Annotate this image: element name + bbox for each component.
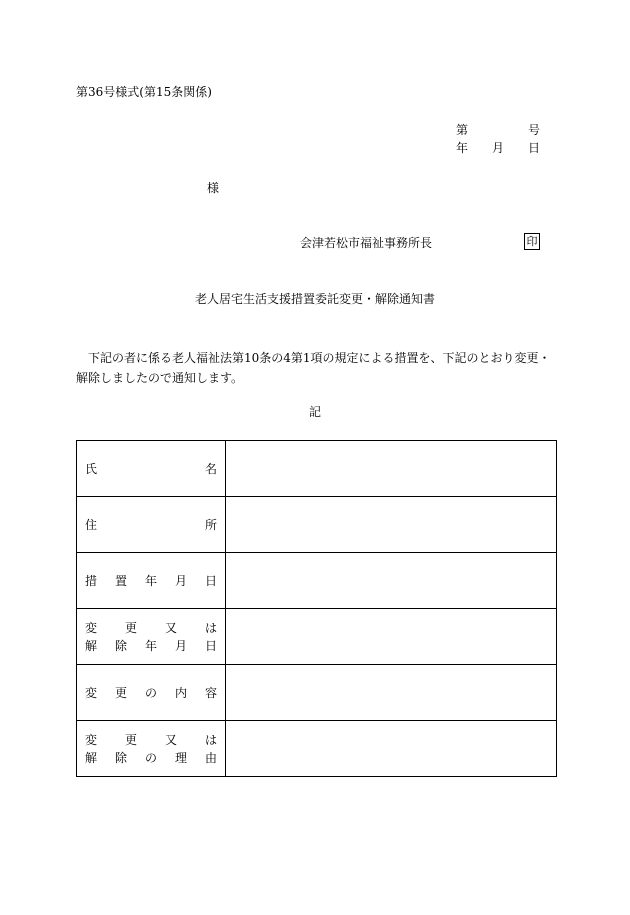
row-label: [77, 721, 226, 777]
row-value-cell[interactable]: [226, 721, 557, 777]
row-value-cell[interactable]: [226, 665, 557, 721]
row-label-char: 住: [85, 517, 98, 532]
row-label-line: [85, 460, 217, 478]
row-label-char: 変: [85, 620, 98, 635]
row-label-line: [85, 619, 217, 637]
table-row: [77, 665, 557, 721]
row-label-char: 容: [204, 685, 217, 700]
row-label: [77, 665, 226, 721]
row-label-char: 名: [204, 461, 217, 476]
table-row: [77, 441, 557, 497]
document-number-prefix: 第: [456, 123, 469, 137]
document-title: 老人居宅生活支援措置委託変更・解除通知書: [194, 292, 435, 306]
row-label-char: 又: [164, 620, 177, 635]
row-label-char: 由: [204, 750, 217, 765]
row-label-line: [85, 516, 217, 534]
form-number: 第36号様式(第15条関係): [76, 85, 212, 99]
document-number-suffix: 号: [528, 123, 541, 137]
row-label-char: 月: [174, 638, 187, 653]
row-label-char: 除: [114, 750, 127, 765]
addressee-honorific: 様: [207, 181, 220, 195]
row-value-cell[interactable]: [226, 441, 557, 497]
issuer-name: 会津若松市福祉事務所長: [300, 236, 433, 250]
row-label: [77, 553, 226, 609]
row-label-char: 氏: [85, 461, 98, 476]
date-year-label: 年: [456, 141, 469, 155]
row-label-char: 日: [204, 573, 217, 588]
row-label-char: 除: [114, 638, 127, 653]
row-value-cell[interactable]: [226, 553, 557, 609]
row-label-char: 措: [85, 573, 98, 588]
row-label-line: [85, 684, 217, 702]
date-month-label: 月: [492, 141, 505, 155]
row-label-line: [85, 731, 217, 749]
row-label: [77, 441, 226, 497]
row-label-char: 更: [114, 685, 127, 700]
table-row: [77, 553, 557, 609]
detail-table: [76, 440, 557, 777]
row-label-char: 変: [85, 685, 98, 700]
ki-heading: 記: [308, 405, 321, 419]
row-label-line: [85, 637, 217, 655]
table-row: [77, 497, 557, 553]
row-label-char: 解: [85, 750, 98, 765]
row-label-char: は: [204, 732, 217, 747]
row-label-char: 所: [204, 517, 217, 532]
row-label-char: 更: [124, 732, 137, 747]
row-value-cell[interactable]: [226, 497, 557, 553]
row-label-line: [85, 572, 217, 590]
row-label-char: 又: [164, 732, 177, 747]
row-label-char: 変: [85, 732, 98, 747]
row-label-char: 内: [174, 685, 187, 700]
row-value-cell[interactable]: [226, 609, 557, 665]
row-label: [77, 497, 226, 553]
seal-stamp: 印: [524, 233, 540, 250]
row-label-char: 更: [124, 620, 137, 635]
body-paragraph: 下記の者に係る老人福祉法第10条の4第1項の規定による措置を、下記のとおり変更・解除しましたので通知します。: [76, 351, 551, 385]
date-day-label: 日: [528, 141, 541, 155]
row-label-char: 月: [174, 573, 187, 588]
row-label-char: の: [144, 750, 157, 765]
row-label: [77, 609, 226, 665]
row-label-line: [85, 749, 217, 767]
table-row: [77, 609, 557, 665]
table-row: [77, 721, 557, 777]
row-label-char: 解: [85, 638, 98, 653]
row-label-char: は: [204, 620, 217, 635]
row-label-char: 日: [204, 638, 217, 653]
row-label-char: の: [144, 685, 157, 700]
row-label-char: 年: [144, 573, 157, 588]
row-label-char: 年: [144, 638, 157, 653]
row-label-char: 置: [114, 573, 127, 588]
row-label-char: 理: [174, 750, 187, 765]
